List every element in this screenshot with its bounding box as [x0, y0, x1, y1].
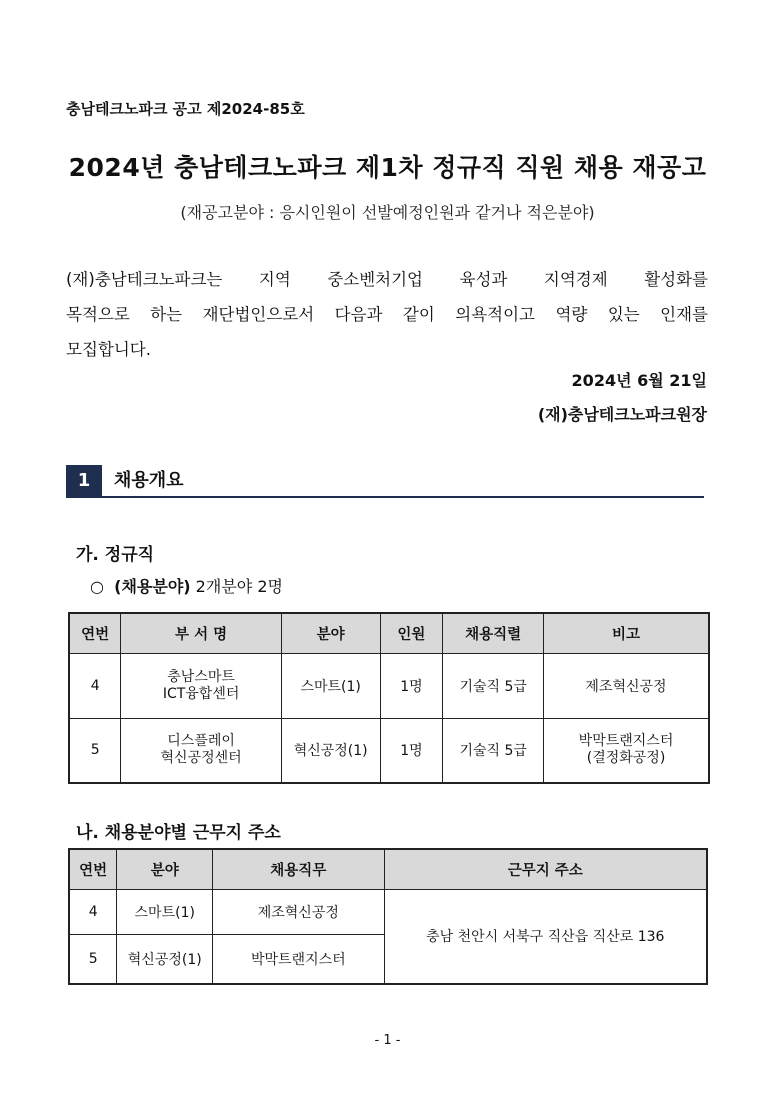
remarks-line: 박막트랜지스터: [578, 733, 674, 750]
column-header: 분야: [281, 613, 380, 653]
column-header: 채용직무: [213, 849, 384, 889]
work-location-table: [68, 848, 708, 985]
table-header-row: [69, 849, 707, 889]
department-line: ICT융합센터: [162, 685, 240, 702]
department-cell: [121, 718, 281, 783]
recruitment-label: (채용분야): [114, 577, 191, 596]
notice-date: 2024년 6월 21일: [571, 371, 707, 390]
field-cell: 혁신공정(1): [117, 934, 213, 984]
page-number: - 1 -: [374, 1033, 401, 1048]
recruitment-count: 2개분야 2명: [190, 577, 283, 596]
column-header: 연번: [69, 613, 121, 653]
job-duty-cell: 제조혁신공정: [213, 889, 384, 934]
notice-number: 충남테크노파크 공고 제2024-85호: [66, 100, 305, 118]
field-cell: 스마트(1): [281, 653, 380, 718]
column-header: 근무지 주소: [384, 849, 707, 889]
recruitment-table: [68, 612, 710, 784]
column-header: 채용직렬: [443, 613, 544, 653]
section-divider: [66, 496, 704, 498]
column-header: 연번: [69, 849, 117, 889]
intro-line: (재)충남테크노파크는 지역 중소벤처기업 육성과 지역경제 활성화를: [66, 270, 708, 289]
intro-line: 모집합니다.: [66, 340, 151, 359]
column-header: 분야: [117, 849, 213, 889]
department-line: 충남스마트: [167, 668, 235, 685]
department-line: 디스플레이: [167, 733, 235, 750]
field-cell: 스마트(1): [117, 889, 213, 934]
intro-paragraph: [66, 262, 708, 367]
recruitment-summary: [90, 574, 283, 597]
intro-line: 목적으로 하는 재단법인으로서 다음과 같이 의욕적이고 역량 있는 인재를: [66, 305, 708, 324]
remarks-cell: 제조혁신공정: [544, 653, 709, 718]
job-duty-cell: 박막트랜지스터: [213, 934, 384, 984]
table-row: [69, 889, 707, 934]
column-header: 인원: [380, 613, 443, 653]
headcount-cell: 1명: [380, 718, 443, 783]
table-header-row: [69, 613, 709, 653]
row-number: 5: [69, 718, 121, 783]
job-series-cell: 기술직 5급: [443, 653, 544, 718]
remarks-line: (결정화공정): [586, 750, 666, 767]
table-row: [69, 653, 709, 718]
column-header: 비고: [544, 613, 709, 653]
page-subtitle: (재공고분야 : 응시인원이 선발예정인원과 같거나 적은분야): [180, 203, 595, 222]
subsection-title-b: 나. 채용분야별 근무지 주소: [76, 823, 281, 843]
row-number: 4: [69, 889, 117, 934]
remarks-cell: [544, 718, 709, 783]
section-number-badge: 1: [66, 465, 102, 496]
table-row: [69, 718, 709, 783]
row-number: 4: [69, 653, 121, 718]
column-header: 부 서 명: [121, 613, 281, 653]
circle-bullet-icon: ○: [90, 577, 104, 596]
section-title: 채용개요: [114, 470, 184, 491]
address-cell: 충남 천안시 서북구 직산읍 직산로 136: [384, 889, 707, 984]
headcount-cell: 1명: [380, 653, 443, 718]
page-title: 2024년 충남테크노파크 제1차 정규직 직원 채용 재공고: [68, 153, 707, 182]
row-number: 5: [69, 934, 117, 984]
subsection-title-a: 가. 정규직: [76, 545, 155, 565]
department-line: 혁신공정센터: [160, 750, 242, 767]
field-cell: 혁신공정(1): [281, 718, 380, 783]
job-series-cell: 기술직 5급: [443, 718, 544, 783]
issuing-organization: (재)충남테크노파크원장: [537, 405, 707, 424]
department-cell: [121, 653, 281, 718]
